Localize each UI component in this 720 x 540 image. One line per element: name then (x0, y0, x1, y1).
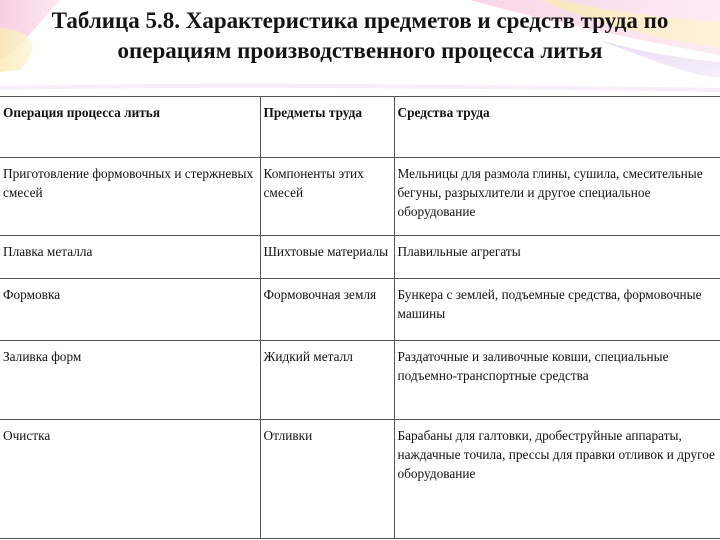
table-row (0, 236, 720, 279)
title-line-1: Таблица 5.8. Характеристика предметов и средств труда по (51, 8, 669, 33)
cell-objects: Шихтовые материалы (260, 236, 394, 279)
table-header-row (0, 97, 720, 158)
cell-objects: Отливки (260, 420, 394, 539)
cell-means: Бункера с землей, подъемные средства, формовочные машины (394, 279, 720, 341)
header-objects: Предметы труда (260, 97, 394, 158)
title-line-2: операциям производственного процесса литья (117, 38, 603, 63)
table-row (0, 420, 720, 539)
cell-operation: Формовка (0, 279, 260, 341)
table-row (0, 158, 720, 236)
header-means: Средства труда (394, 97, 720, 158)
cell-means: Плавильные агрегаты (394, 236, 720, 279)
cell-operation: Плавка металла (0, 236, 260, 279)
cell-operation: Заливка форм (0, 341, 260, 420)
cell-objects: Компоненты этих смесей (260, 158, 394, 236)
operations-table (0, 96, 720, 539)
cell-operation: Приготовление формовочных и стержневых смесей (0, 158, 260, 236)
header-operation: Операция процесса литья (0, 97, 260, 158)
cell-objects: Жидкий металл (260, 341, 394, 420)
cell-means: Барабаны для галтовки, дробеструйные аппараты, наждачные точила, прессы для правки отливок и другое оборудование (394, 420, 720, 539)
page-title (0, 6, 720, 66)
table-row (0, 341, 720, 420)
cell-means: Раздаточные и заливочные ковши, специальные подъемно-транспортные средства (394, 341, 720, 420)
cell-objects: Формовочная земля (260, 279, 394, 341)
cell-operation: Очистка (0, 420, 260, 539)
table-row (0, 279, 720, 341)
cell-means: Мельницы для размола глины, сушила, смесительные бегуны, разрыхлители и другое специальное оборудование (394, 158, 720, 236)
